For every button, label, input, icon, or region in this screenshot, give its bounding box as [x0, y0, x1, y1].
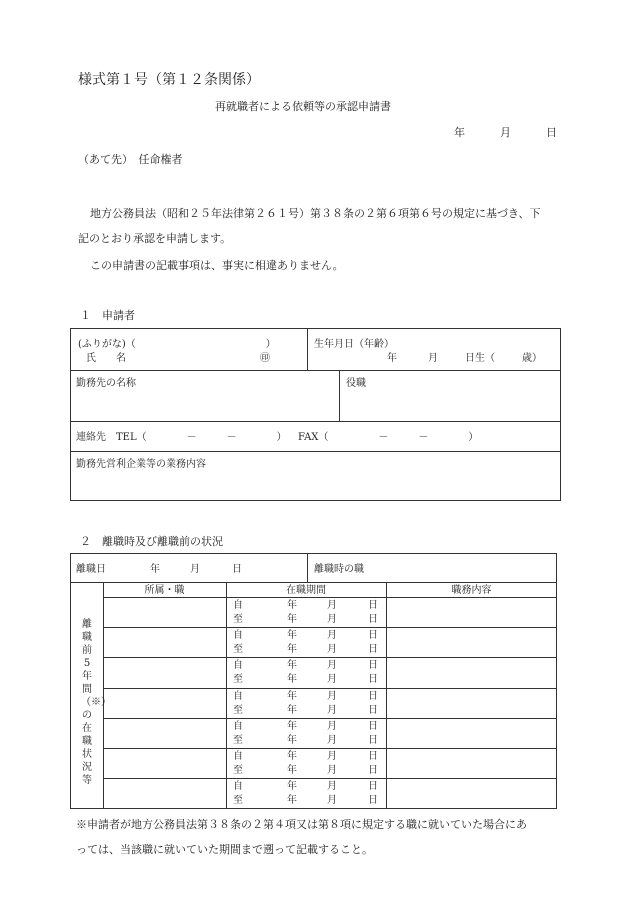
month-label: 月	[327, 600, 337, 611]
day-label: 日	[368, 721, 378, 732]
intro-line-3: この申請書の記載事項は、事実に相違ありません。	[90, 259, 344, 272]
side-label: 離職前5年間（※）の在職状況等	[81, 619, 111, 786]
business-content-label: 勤務先営利企業等の業務内容	[76, 459, 206, 470]
year-label: 年	[287, 751, 297, 762]
birth-day-label: 日生（	[465, 353, 495, 364]
addressee: （あて先） 任命権者	[78, 153, 183, 166]
retirement-date-label: 離職日	[76, 564, 106, 575]
employer-name-label: 勤務先の名称	[76, 378, 136, 389]
name-label: 氏 名	[86, 353, 126, 364]
day-label: 日	[368, 691, 378, 702]
year-label: 年	[287, 721, 297, 732]
day-label: 日	[368, 795, 378, 806]
month-label: 月	[327, 660, 337, 671]
age-label: 歳）	[522, 353, 542, 364]
date-day-label: 日	[546, 126, 557, 139]
year-label: 年	[287, 781, 297, 792]
note-line-1: ※申請者が地方公務員法第３８条の２第４項又は第８項に規定する職に就いていた場合にあ	[76, 818, 527, 831]
year-label: 年	[287, 674, 297, 685]
contact-tel[interactable]: 連絡先 TEL（ － － ）	[76, 432, 287, 443]
month-label: 月	[327, 795, 337, 806]
birth-month-label: 月	[428, 353, 438, 364]
from-label: 自	[233, 600, 243, 611]
date-month-label: 月	[500, 126, 511, 139]
date-year-label: 年	[454, 126, 465, 139]
document-title: 再就職者による依頼等の承認申請書	[215, 100, 391, 113]
day-label: 日	[368, 735, 378, 746]
day-label: 日	[368, 644, 378, 655]
year-label: 年	[287, 660, 297, 671]
month-label: 月	[327, 614, 337, 625]
year-label: 年	[287, 630, 297, 641]
month-label: 月	[327, 721, 337, 732]
day-label: 日	[368, 660, 378, 671]
day-label: 日	[368, 781, 378, 792]
month-label: 月	[327, 644, 337, 655]
from-label: 自	[233, 660, 243, 671]
furigana-field[interactable]: (ふりがな)（ ）	[78, 339, 276, 350]
to-label: 至	[233, 614, 243, 625]
year-label: 年	[287, 795, 297, 806]
month-label: 月	[327, 630, 337, 641]
month-label: 月	[327, 765, 337, 776]
year-label: 年	[287, 600, 297, 611]
retirement-month-label: 月	[190, 564, 200, 575]
from-label: 自	[233, 630, 243, 641]
day-label: 日	[368, 751, 378, 762]
intro-line-2: 記のとおり承認を申請します。	[78, 232, 232, 245]
birth-date-label: 生年月日（年齢）	[314, 339, 394, 350]
day-label: 日	[368, 705, 378, 716]
to-label: 至	[233, 674, 243, 685]
month-label: 月	[327, 735, 337, 746]
day-label: 日	[368, 614, 378, 625]
day-label: 日	[368, 765, 378, 776]
month-label: 月	[327, 751, 337, 762]
contact-fax[interactable]: FAX（ － － ）	[298, 432, 479, 443]
retirement-post-label: 離職時の職	[314, 564, 364, 575]
section-2-heading: ２ 離職時及び離職前の状況	[80, 535, 223, 548]
day-label: 日	[368, 630, 378, 641]
from-label: 自	[233, 751, 243, 762]
year-label: 年	[287, 614, 297, 625]
from-label: 自	[233, 781, 243, 792]
year-label: 年	[287, 691, 297, 702]
year-label: 年	[287, 735, 297, 746]
day-label: 日	[368, 600, 378, 611]
to-label: 至	[233, 765, 243, 776]
from-label: 自	[233, 691, 243, 702]
year-label: 年	[287, 644, 297, 655]
to-label: 至	[233, 705, 243, 716]
month-label: 月	[327, 781, 337, 792]
month-label: 月	[327, 674, 337, 685]
retirement-day-label: 日	[232, 564, 242, 575]
seal-mark: ㊞	[260, 353, 270, 364]
col-header-duties: 職務内容	[451, 585, 492, 596]
month-label: 月	[327, 705, 337, 716]
month-label: 月	[327, 691, 337, 702]
to-label: 至	[233, 644, 243, 655]
birth-year-label: 年	[387, 353, 397, 364]
position-label: 役職	[346, 378, 366, 389]
col-header-dept: 所属・職	[144, 585, 185, 596]
year-label: 年	[287, 705, 297, 716]
intro-line-1: 地方公務員法（昭和２５年法律第２６１号）第３８条の２第６項第６号の規定に基づき、下	[90, 207, 541, 220]
form-number: 様式第１号（第１２条関係）	[78, 72, 260, 88]
col-header-period: 在職期間	[286, 585, 326, 596]
to-label: 至	[233, 795, 243, 806]
retirement-year-label: 年	[150, 564, 160, 575]
section-1-heading: １ 申請者	[80, 309, 135, 322]
note-line-2: っては、当該職に就いていた期間まで遡って記載すること。	[76, 843, 373, 856]
to-label: 至	[233, 735, 243, 746]
day-label: 日	[368, 674, 378, 685]
year-label: 年	[287, 765, 297, 776]
from-label: 自	[233, 721, 243, 732]
